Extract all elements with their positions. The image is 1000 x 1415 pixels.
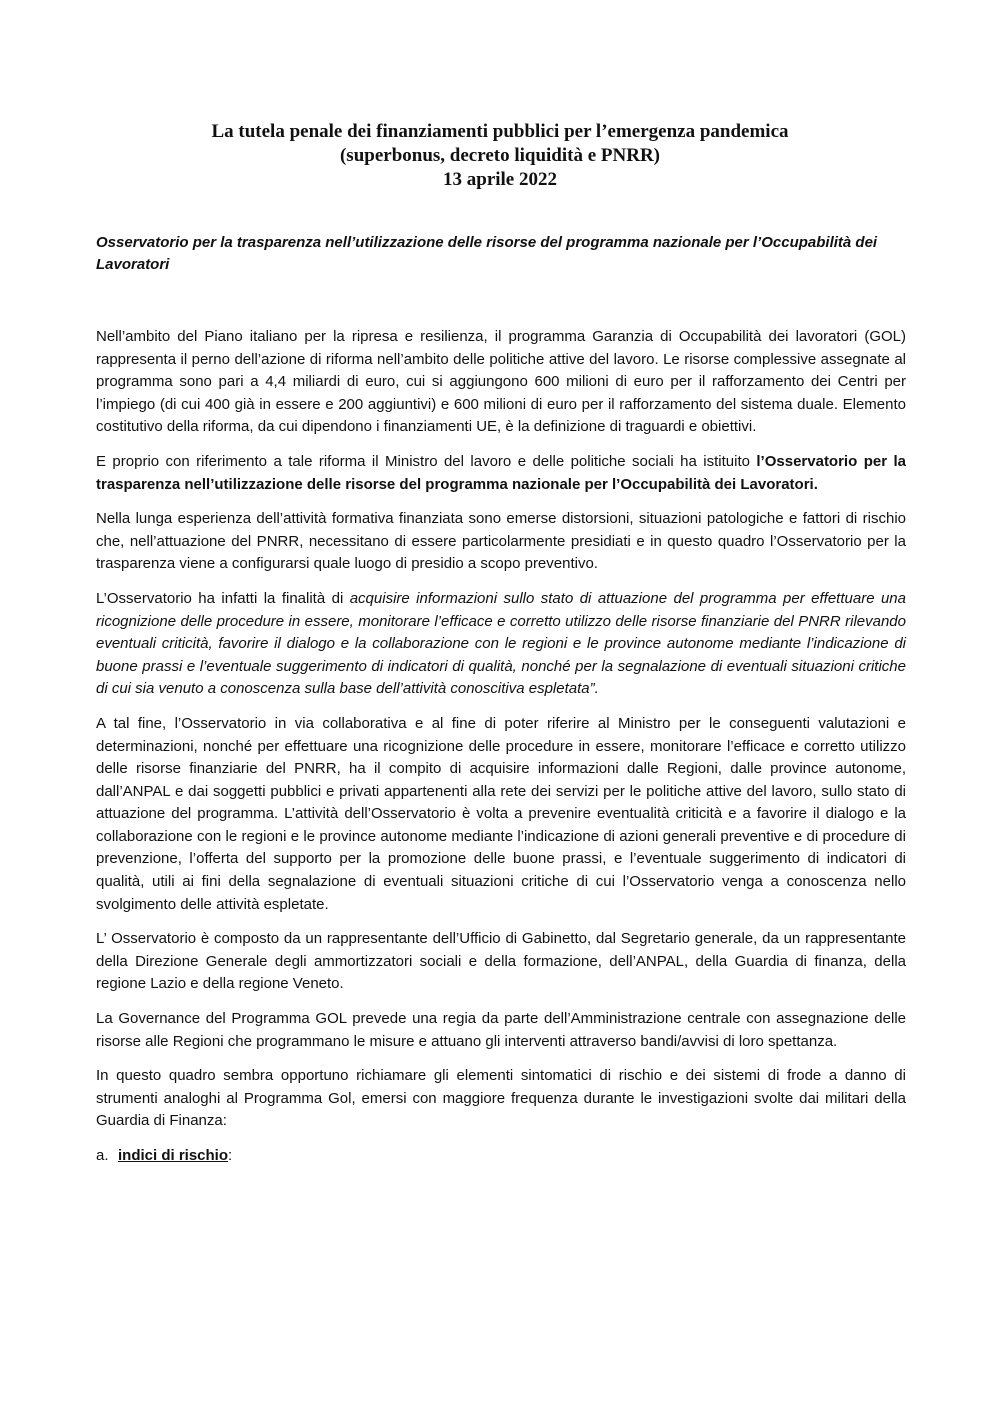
section-title: Osservatorio per la trasparenza nell’utilizzazione delle risorse del programma nazionale per l’Occupabilità dei Lavoratori [96, 234, 878, 273]
list-item-suffix: : [228, 1147, 233, 1164]
paragraph-3: Nella lunga esperienza dell’attività formativa finanziata sono emerse distorsioni, situazioni patologiche e fattori di rischio che, nell’attuazione del PNRR, necessitano di essere particolarmente presidiati e in questo quadro l’Osservatorio per la trasparenza viene a configurarsi quale luogo di presidio a scopo preventivo. [96, 510, 906, 573]
paragraph-2 [96, 451, 906, 496]
list-marker: a. [96, 1147, 109, 1164]
paragraph-2-emphasis: l’Osservatorio per la trasparenza nell’utilizzazione delle risorse del programma nazionale per l’Occupabilità dei Lavoratori. [96, 452, 906, 493]
list-item-label: indici di rischio [118, 1147, 229, 1164]
paragraph-4-text: L’Osservatorio ha infatti la finalità di [96, 589, 350, 607]
document-title [100, 120, 900, 192]
document-body [96, 326, 906, 1180]
title-line-2: (superbonus, decreto liquidità e PNRR) [339, 145, 661, 166]
list-item-a [96, 1145, 906, 1168]
title-date: 13 aprile 2022 [443, 169, 557, 190]
paragraph-5: A tal fine, l’Osservatorio in via collaborativa e al fine di poter riferire al Ministro per le conseguenti valutazioni e determinazioni, nonché per effettuare una ricognizione delle procedure in essere, monitorare l’efficace e corretto utilizzo delle risorse finanziarie del PNRR, ha il compito di acquisire informazioni dalle Regioni, dalle province autonome, dall’ANPAL e dai soggetti pubblici e privati appartenenti alla rete dei servizi per le politiche attive del lavoro, sullo stato di attuazione del programma. L’attività dell’Osservatorio è volta a prevenire eventualità criticità e a favorire il dialogo e la collaborazione con le regioni e le province autonome mediante l’indicazione di azioni generali preventive e di procedure di prevenzione, l’offerta del supporto per la promozione delle buone prassi, e l’eventuale suggerimento di indicatori di qualità, utili ai fini della segnalazione di eventuali situazioni critiche di cui l’Osservatorio venga a conoscenza nello svolgimento delle attività espletate. [96, 714, 906, 913]
paragraph-2-text: E proprio con riferimento a tale riforma il Ministro del lavoro e delle politiche sociali ha istituito [96, 452, 757, 470]
paragraph-4-quote: acquisire informazioni sullo stato di attuazione del programma per effettuare una ricognizione delle procedure in essere, monitorare l’efficace e corretto utilizzo delle risorse finanziarie del PNRR rilevando eventuali criticità, favorire il dialogo e la collaborazione con le regioni e le province autonome mediante l’indicazione di buone prassi e l’eventuale suggerimento di indicatori di qualità, nonché per la segnalazione di eventuali situazioni critiche di cui sia venuto a conoscenza sulla base dell’attività conoscitiva espletata”. [96, 589, 906, 698]
title-line-1: La tutela penale dei finanziamenti pubblici per l’emergenza pandemica [211, 121, 789, 142]
paragraph-6: L’ Osservatorio è composto da un rappresentante dell’Ufficio di Gabinetto, dal Segretario generale, da un rappresentante della Direzione Generale degli ammortizzatori sociali e della formazione, dell’ANPAL, della Guardia di finanza, della regione Lazio e della regione Veneto. [96, 930, 906, 993]
paragraph-7: La Governance del Programma GOL prevede una regia da parte dell’Amministrazione centrale con assegnazione delle risorse alle Regioni che programmano le misure e attuano gli interventi attraverso bandi/avvisi di loro spettanza. [96, 1010, 906, 1050]
paragraph-1: Nell’ambito del Piano italiano per la ripresa e resilienza, il programma Garanzia di Occupabilità dei lavoratori (GOL) rappresenta il perno dell’azione di riforma nell’ambito delle politiche attive del lavoro. Le risorse complessive assegnate al programma sono pari a 4,4 miliardi di euro, cui si aggiungono 600 milioni di euro per il rafforzamento dei Centri per l’impiego (di cui 400 già in essere e 200 aggiuntivi) e 600 milioni di euro per il rafforzamento del sistema duale. Elemento costitutivo della riforma, da cui dipendono i finanziamenti UE, è la definizione di traguardi e obiettivi. [96, 328, 906, 436]
paragraph-8: In questo quadro sembra opportuno richiamare gli elementi sintomatici di rischio e dei sistemi di frode a danno di strumenti analoghi al Programma Gol, emersi con maggiore frequenza durante le investigazioni svolte dai militari della Guardia di Finanza: [96, 1067, 906, 1130]
paragraph-4 [96, 588, 906, 701]
